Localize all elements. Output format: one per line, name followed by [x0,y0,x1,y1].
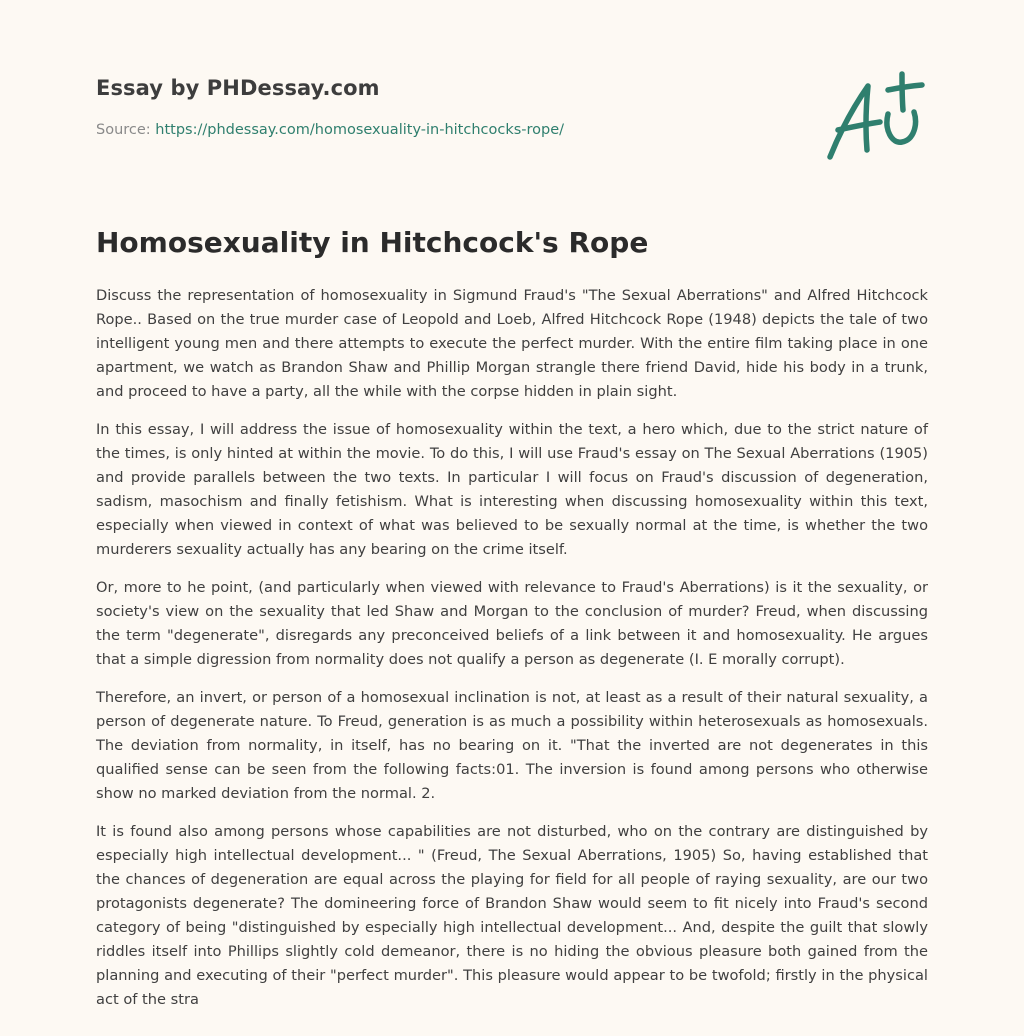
essay-title: Homosexuality in Hitchcock's Rope [96,226,649,259]
essay-paragraph: Therefore, an invert, or person of a homosexual inclination is not, at least as a result of their natural sexuality, a person of degenerate nature. To Freud, generation is as much a possibility within heterosexuals as homosexuals. The deviation from normality, in itself, has no bearing on it. "That the inverted are not degenerates in this qualified sense can be seen from the following facts:01. The inversion is found among persons who otherwise show no marked deviation from the normal. 2. [96,689,928,802]
source-label: Source: [96,122,151,138]
site-brand: Essay by PHDessay.com [96,76,380,100]
essay-paragraph: Discuss the representation of homosexuality in Sigmund Fraud's "The Sexual Aberrations" and Alfred Hitchcock Rope.. Based on the true murder case of Leopold and Loeb, Alfred Hitchcock Rope (1948) depicts the tale of two intelligent young men and there attempts to execute the perfect murder. With the entire film taking place in one apartment, we watch as Brandon Shaw and Phillip Morgan strangle there friend David, hide his body in a trunk, and proceed to have a party, all the while with the corpse hidden in plain sight. [96,287,928,400]
source-link[interactable]: https://phdessay.com/homosexuality-in-hitchcocks-rope/ [155,122,565,138]
essay-paragraph: It is found also among persons whose capabilities are not disturbed, who on the contrary are distinguished by especially high intellectual development... " (Freud, The Sexual Aberrations, 1905) So, having established that the chances of degeneration are equal across the playing for field for all people of raying sexuality, are our two protagonists degenerate? The domineering force of Brandon Shaw would seem to fit nicely into Fraud's second category of being "distinguished by especially high intellectual development... And, despite the guilt that slowly riddles itself into Phillips slightly cold demeanor, there is no hiding the obvious pleasure both gained from the planning and executing of their "perfect murder". This pleasure would appear to be twofold; firstly in the physical act of the stra [96,823,928,1008]
essay-paragraph: In this essay, I will address the issue of homosexuality within the text, a hero which, due to the strict nature of the times, is only hinted at within the movie. To do this, I will use Fraud's essay on The Sexual Aberrations (1905) and provide parallels between the two texts. In particular I will focus on Fraud's discussion of degeneration, sadism, masochism and finally fetishism. What is interesting when discussing homosexuality within this text, especially when viewed in context of what was believed to be sexually normal at the time, is whether the two murderers sexuality actually has any bearing on the crime itself. [96,421,928,558]
essay-paragraph: Or, more to he point, (and particularly when viewed with relevance to Fraud's Aberrations) is it the sexuality, or society's view on the sexuality that led Shaw and Morgan to the conclusion of murder? Freud, when discussing the term "degenerate", disregards any preconceived beliefs of a link between it and homosexuality. He argues that a simple digression from normality does not qualify a person as degenerate (I. E morally corrupt). [96,579,928,668]
essay-header [96,76,564,138]
source-line [96,122,564,138]
essay-body [96,284,928,1026]
a-plus-grade-icon [818,64,930,164]
